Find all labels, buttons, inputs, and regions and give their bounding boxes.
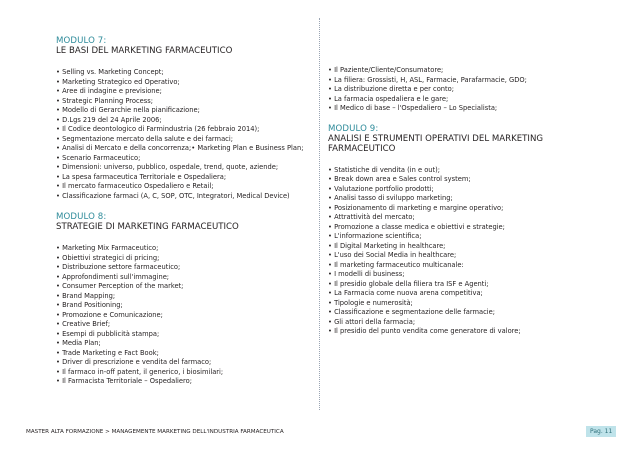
list-item: • La filiera: Grossisti, H, ASL, Farmacie, Parafarmacie, GDO; xyxy=(328,75,527,84)
list-item: • La farmacia ospedaliera e le gare; xyxy=(328,94,449,103)
list-item: • Brand Positioning; xyxy=(56,301,123,309)
list-item: • Trade Marketing e Fact Book; xyxy=(56,348,159,357)
list-item: • Media Plan; xyxy=(56,339,101,347)
list-item: • Il farmaco in-off patent, il generico, i biosimilari; xyxy=(56,367,224,376)
list-item: • D.Lgs 219 del 24 Aprile 2006; xyxy=(56,115,162,124)
list-item: • Approfondimenti sull'immagine; xyxy=(56,272,170,281)
list-item: • Consumer Perception of the market; xyxy=(56,282,184,290)
list-item: • Valutazione portfolio prodotti; xyxy=(328,184,434,193)
list-item: • L'informazione scientifica; xyxy=(328,232,422,240)
list-item: • Il Farmacista Territoriale – Ospedaliero; xyxy=(56,377,192,385)
module-8-list xyxy=(56,244,308,387)
right-column xyxy=(328,0,596,400)
list-item: • Distribuzione settore farmaceutico; xyxy=(56,263,181,271)
module-9 xyxy=(328,124,596,337)
list-item: • Il Paziente/Cliente/Consumatore; xyxy=(328,66,444,74)
list-item: • Promozione a classe medica e obiettivi e strategie; xyxy=(328,222,505,231)
list-item: • Dimensioni: universo, pubblico, ospedale, trend, quote, aziende; xyxy=(56,163,279,171)
module-9-list xyxy=(328,166,596,337)
list-item: • La distribuzione diretta e per conto; xyxy=(328,85,454,93)
list-item: • Il presidio globale della filiera tra ISF e Agenti; xyxy=(328,279,489,288)
list-item: • Strategic Planning Process; xyxy=(56,96,153,105)
list-item: • Attrattività del mercato; xyxy=(328,213,415,221)
list-item: • Aree di indagine e previsione; xyxy=(56,87,162,95)
list-item: • Statistiche di vendita (in e out); xyxy=(328,165,441,174)
list-item: • Brand Mapping; xyxy=(56,291,116,300)
list-item: • Obiettivi strategici di pricing; xyxy=(56,253,160,262)
module-7-title: LE BASI DEL MARKETING FARMACEUTICO xyxy=(56,46,233,56)
left-column xyxy=(56,0,308,400)
list-item: • Esempi di pubblicità stampa; xyxy=(56,329,160,338)
list-item: • Gli attori della farmacia; xyxy=(328,317,416,326)
list-item: • Creative Brief; xyxy=(56,320,111,328)
column-divider xyxy=(319,18,320,410)
page-number-badge: Pag. 11 xyxy=(586,426,616,437)
footer-text: MASTER ALTA FORMAZIONE > MANAGEMENTE MARKETING DELL'INDUSTRIA FARMACEUTICA xyxy=(26,429,284,435)
list-item: • Classificazione e segmentazione delle farmacie; xyxy=(328,308,495,316)
list-item: • Promozione e Comunicazione; xyxy=(56,310,163,319)
list-item: • Driver di prescrizione e vendita del farmaco; xyxy=(56,358,212,366)
list-item: • Marketing Strategico ed Operativo; xyxy=(56,77,180,86)
module-7-list xyxy=(56,68,308,201)
list-item: • Modello di Gerarchie nella pianificazione; xyxy=(56,106,200,114)
list-item: • La Farmacia come nuova arena competitiva; xyxy=(328,289,483,297)
list-item: • Posizionamento di marketing e margine operativo; xyxy=(328,203,504,212)
module-9-label: MODULO 9: xyxy=(328,123,379,134)
list-item: • Il Medico di base – l'Ospedaliero – Lo Specialista; xyxy=(328,104,498,112)
list-item: • Il Digital Marketing in healthcare; xyxy=(328,241,446,250)
list-item: • Analisi tasso di sviluppo marketing; xyxy=(328,194,453,202)
list-item: • Tipologie e numerosità; xyxy=(328,298,413,307)
module-8 xyxy=(56,212,308,387)
list-item: • Il marketing farmaceutico multicanale: xyxy=(328,260,464,269)
list-item: • Segmentazione mercato della salute e dei farmaci; xyxy=(56,134,233,143)
list-item: • Selling vs. Marketing Concept; xyxy=(56,68,164,76)
module-8-label: MODULO 8: xyxy=(56,212,107,222)
list-item: • Break down area e Sales control system; xyxy=(328,175,471,183)
module-7-label: MODULO 7: xyxy=(56,36,107,46)
list-item: • La spesa farmaceutica Territoriale e Ospedaliera; xyxy=(56,172,227,181)
list-item: • I modelli di business; xyxy=(328,270,405,278)
module-7 xyxy=(56,36,308,201)
list-item: • Il presidio del punto vendita come generatore di valore; xyxy=(328,327,521,335)
list-item: • Il Codice deontologico di Farmindustria (26 febbraio 2014); xyxy=(56,125,260,133)
module-8-title: STRATEGIE DI MARKETING FARMACEUTICO xyxy=(56,222,239,232)
list-item: • Scenario Farmaceutico; xyxy=(56,153,141,162)
list-item: • Il mercato farmaceutico Ospedaliero e Retail; xyxy=(56,182,214,190)
module-9-title: ANALISI E STRUMENTI OPERATIVI DEL MARKETING FARMACEUTICO xyxy=(328,133,544,154)
intro-list xyxy=(328,66,596,114)
list-item: • Classificazione farmaci (A, C, SOP, OTC, Integratori, Medical Device) xyxy=(56,191,290,200)
list-item: • Analisi di Mercato e della concorrenza;• Marketing Plan e Business Plan; xyxy=(56,144,304,152)
list-item: • L'uso dei Social Media in healthcare; xyxy=(328,251,457,259)
list-item: • Marketing Mix Farmaceutico; xyxy=(56,244,159,252)
